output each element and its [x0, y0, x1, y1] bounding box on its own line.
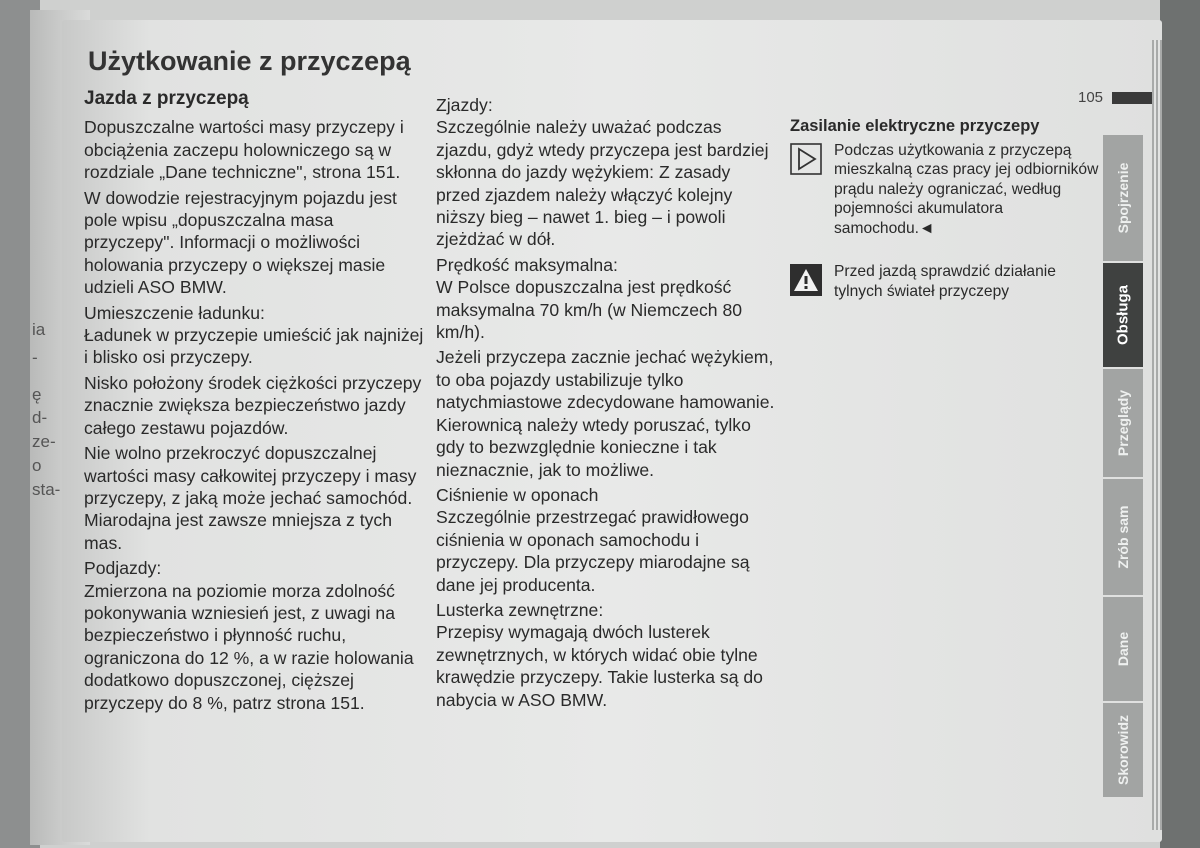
paragraph: Zjazdy:	[436, 95, 493, 115]
tab-label: Zrób sam	[1115, 505, 1131, 569]
tab-label: Obsługa	[1114, 284, 1132, 346]
prev-page-fragment: ia	[32, 320, 46, 339]
tab-spojrzenie[interactable]	[1103, 135, 1143, 261]
prev-page-fragment: d-	[32, 408, 48, 427]
tab-obsluga[interactable]	[1103, 263, 1143, 367]
paragraph: W Polsce dopuszczalna jest prędkość maksymalna 70 km/h (w Niemczech 80 km/h).	[436, 277, 743, 343]
paragraph: Nie wolno przekroczyć dopuszczalnej wartości masy całkowitej przyczepy i masy przyczepy, z jaką może jechać samochód. Miarodajna jest zawsze mniejsza z tych mas.	[84, 443, 417, 553]
background-right	[1160, 0, 1200, 848]
prev-page-fragment: ze-	[32, 432, 56, 451]
column-middle	[436, 94, 776, 714]
warning-text: Przed jazdą sprawdzić działanie tylnych świateł przyczepy	[834, 263, 1056, 300]
prev-page-fragment: -	[32, 348, 38, 367]
tab-label: Przeglądy	[1115, 389, 1131, 457]
paragraph: Nisko położony środek ciężkości przyczepy znacznie zwiększa bezpieczeństwo jazdy całego zestawu pojazdów.	[84, 372, 422, 438]
paragraph: Dopuszczalne wartości masy przyczepy i obciążenia zaczepu holowniczego są w rozdziale „Dane techniczne", strona 151.	[84, 117, 404, 183]
tab-zrob-sam[interactable]	[1103, 479, 1143, 595]
column-left	[84, 88, 424, 717]
tab-dane[interactable]	[1103, 597, 1143, 701]
warning-icon	[790, 264, 822, 296]
paragraph: Zmierzona na poziomie morza zdolność pokonywania wzniesień jest, z uwagi na bezpieczeństwo i płynność ruchu, ograniczona do 12 %, a w razie holowania dodatkowo dopuszczonej, cięższej przyczepy do 8 %, patrz strona 151.	[84, 580, 414, 713]
column-right	[790, 117, 1100, 325]
play-arrow-icon	[790, 143, 822, 175]
paragraph: Ciśnienie w oponach	[436, 484, 599, 505]
tab-label: Spojrzenie	[1115, 162, 1131, 234]
paragraph: Ładunek w przyczepie umieścić jak najniżej i blisko osi przyczepy.	[84, 325, 424, 368]
paragraph: Szczególnie należy uważać podczas zjazdu, gdyż wtedy przyczepa jest bardziej skłonna do jazdy wężykiem: Z zasady przed zjazdem należy włączyć kolejny niższy bieg – nawet 1. bieg – i powoli zjeżdżać w dół.	[436, 117, 769, 250]
note-text: Podczas użytkowania z przyczepą mieszkalną czas pracy jej odbiorników prądu należy ograniczać, według pojemności akumulatora samochodu.◄	[834, 141, 1099, 237]
paragraph: Prędkość maksymalna:	[436, 254, 618, 275]
paragraph: W dowodzie rejestracyjnym pojazdu jest pole wpisu „dopuszczalna masa przyczepy". Informacji o możliwości holowania przyczepy o większej masie udzieli ASO BMW.	[84, 187, 397, 298]
warning-note	[790, 262, 1100, 301]
prev-page-fragment: ę	[32, 385, 42, 404]
section-tabs	[1103, 135, 1143, 797]
page-number: 105	[1078, 89, 1104, 106]
info-note	[790, 141, 1100, 239]
paragraph: Szczególnie przestrzegać prawidłowego ciśnienia w oponach samochodu i przyczepy. Dla przyczepy miarodajne są dane jej producenta.	[436, 507, 750, 595]
tab-label: Dane	[1115, 631, 1131, 667]
paragraph: Umieszczenie ładunku:	[84, 302, 265, 323]
prev-page-fragment: o	[32, 456, 42, 475]
manual-page	[62, 20, 1162, 842]
section-heading: Zasilanie elektryczne przyczepy	[790, 117, 1040, 135]
tab-skorowidz[interactable]	[1103, 703, 1143, 797]
paragraph: Jeżeli przyczepa zacznie jechać wężykiem, to oba pojazdy ustabilizuje tylko natychmiastowe zdecydowane hamowanie. Kierownicą należy wtedy poruszać, tylko gdy to bezwzględnie konieczne i tak nieznacznie, jak to możliwe.	[436, 347, 775, 480]
paragraph: Przepisy wymagają dwóch lusterek zewnętrznych, w których widać obie tylne krawędzie przyczepy. Takie lusterka są do nabycia w ASO BMW.	[436, 622, 763, 710]
paragraph: Lusterka zewnętrzne:	[436, 599, 604, 620]
section-heading: Jazda z przyczepą	[84, 88, 249, 109]
paragraph: Podjazdy:	[84, 558, 162, 579]
tab-przeglady[interactable]	[1103, 369, 1143, 477]
tab-label: Skorowidz	[1115, 714, 1131, 786]
page-stack-edge	[1152, 40, 1162, 830]
prev-page-fragment: sta-	[32, 480, 61, 499]
page-title: Użytkowanie z przyczepą	[88, 46, 411, 76]
